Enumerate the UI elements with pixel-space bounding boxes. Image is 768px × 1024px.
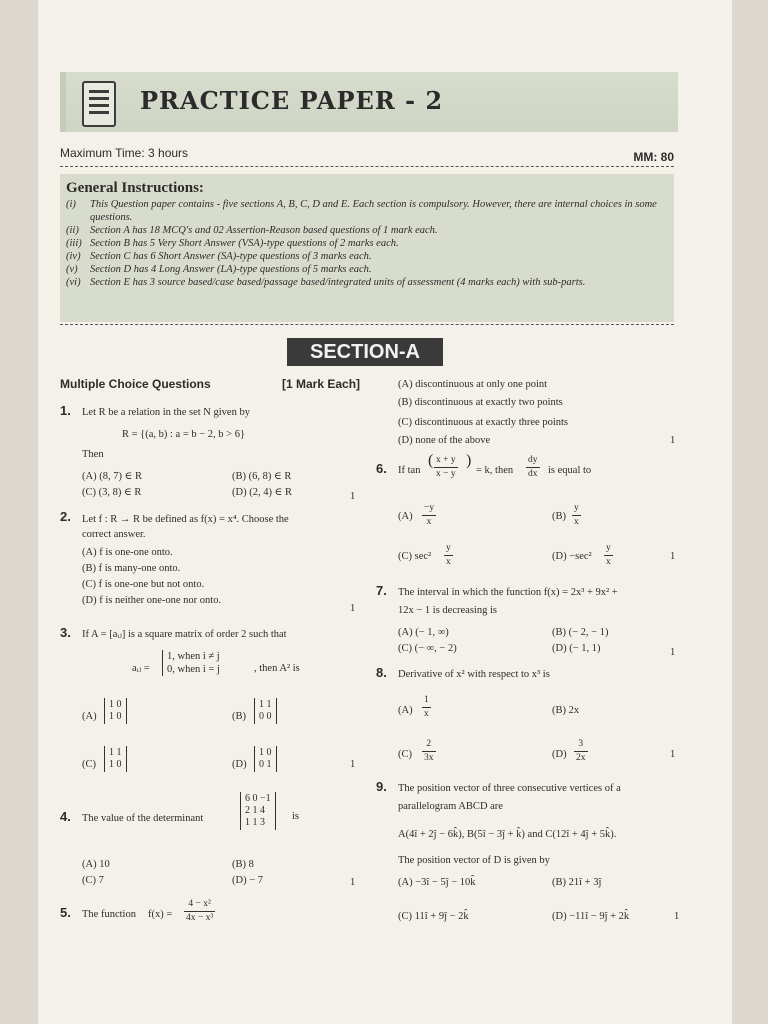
document-icon	[82, 81, 116, 127]
question-number: 6.	[376, 461, 387, 476]
option: (D) − 7	[232, 875, 263, 886]
matrix: 1 0 1 0	[104, 698, 127, 724]
question-text: R = {(a, b) : a = b − 2, b > 6}	[122, 429, 246, 440]
question-text: A(4î + 2ĵ − 6k̂), B(5î − 3ĵ + k̂) and C(12î + 4ĵ + 5k̂).	[398, 829, 617, 840]
question-text: If A = [aᵢⱼ] is a square matrix of order 2 such that	[82, 629, 287, 640]
option: (B) (6, 8) ∈ R	[232, 471, 292, 482]
paren: (	[428, 452, 434, 469]
right-column	[376, 376, 682, 936]
option: (C)	[398, 749, 412, 760]
option: (B) 2x	[552, 705, 580, 716]
option: (D) −11î − 9ĵ + 2k̂	[552, 911, 630, 922]
instruction-item: (v) Section D has 4 Long Answer (LA)-type questions of 5 marks each.	[66, 264, 372, 275]
option: (D) f is neither one-one nor onto.	[82, 595, 222, 606]
mark: 1	[674, 911, 680, 922]
mark: 1	[350, 759, 356, 770]
question-number: 3.	[60, 625, 71, 640]
instruction-item: (iii) Section B has 5 Very Short Answer (VSA)-type questions of 2 marks each.	[66, 238, 399, 249]
option: (A)	[398, 511, 413, 522]
question-number: 8.	[376, 665, 387, 680]
piecewise: 1, when i ≠ j 0, when i = j	[162, 650, 220, 676]
fraction: $\frac{\text{4 − x²}}{\text{4x − x³}}$	[186, 899, 214, 923]
paper-title: PRACTICE PAPER - 2	[140, 86, 444, 115]
question-text: Let f : R → R be defined as f(x) = x⁴. Choose the	[82, 514, 289, 525]
option: (D)	[552, 749, 567, 760]
math-aij: aᵢⱼ =	[132, 663, 150, 674]
question-text: Then	[82, 449, 104, 460]
option: (A) −3î − 5ĵ − 10k̂	[398, 877, 476, 888]
fraction: $\frac{x + y}{x - y}$	[436, 455, 456, 479]
mark: 1	[670, 435, 676, 446]
mark: 1	[670, 749, 676, 760]
paren: )	[466, 452, 472, 469]
question-number: 1.	[60, 403, 71, 418]
mark: 1	[350, 603, 356, 614]
option: (C) (− ∞, − 2)	[398, 643, 457, 654]
option: (C) sec²	[398, 551, 432, 562]
option: (D)	[232, 759, 247, 770]
option: (B) f is many-one onto.	[82, 563, 181, 574]
option: (D) (2, 4) ∈ R	[232, 487, 292, 498]
mcq-heading: Multiple Choice Questions	[60, 377, 211, 391]
option: (C)	[82, 759, 96, 770]
title-banner	[60, 72, 678, 132]
fraction: $\frac{y}{x}$	[446, 543, 451, 567]
question-text: The position vector of D is given by	[398, 855, 550, 866]
math-fx: f(x) =	[148, 909, 173, 920]
divider	[60, 324, 674, 325]
question-text: parallelogram ABCD are	[398, 801, 503, 812]
question-number: 7.	[376, 583, 387, 598]
question-text: The position vector of three consecutive vertices of a	[398, 783, 621, 794]
max-marks: MM: 80	[633, 150, 674, 164]
question-text: 12x − 1 is decreasing is	[398, 605, 497, 616]
instruction-item: (vi) Section E has 3 source based/case based/passage based/integrated units of assessment (4 marks each) with sub-parts.	[66, 277, 586, 288]
fraction: $\frac{-y}{x}$	[424, 503, 435, 527]
fraction: $\frac{1}{x}$	[424, 695, 429, 719]
general-instructions	[60, 174, 674, 322]
question-number: 2.	[60, 509, 71, 524]
matrix: 1 1 1 0	[104, 746, 127, 772]
option: (A)	[398, 705, 413, 716]
question-text: Let R be a relation in the set N given by	[82, 407, 250, 418]
option: (A)	[82, 711, 97, 722]
fraction: $\frac{dy}{dx}$	[528, 455, 538, 479]
mark: 1	[670, 551, 676, 562]
question-text: If tan	[398, 465, 421, 476]
question-text: The value of the determinant	[82, 813, 204, 824]
question-text: The interval in which the function f(x) = 2x³ + 9x² +	[398, 587, 618, 598]
question-text: is	[292, 811, 300, 822]
question-text: The function	[82, 909, 136, 920]
fraction: $\frac{2}{3x}$	[424, 739, 434, 763]
matrix: 1 1 0 0	[254, 698, 277, 724]
option: (B)	[232, 711, 246, 722]
instruction-item: (iv) Section C has 6 Short Answer (SA)-type questions of 3 marks each.	[66, 251, 372, 262]
instructions-title: General Instructions:	[66, 180, 204, 196]
question-number: 4.	[60, 809, 71, 824]
matrix: 1 0 0 1	[254, 746, 277, 772]
option: (B)	[552, 511, 566, 522]
fraction: $\frac{y}{x}$	[574, 503, 579, 527]
left-column	[60, 376, 370, 936]
mark: 1	[350, 491, 356, 502]
option: (C) 7	[82, 875, 104, 886]
option: (C) (3, 8) ∈ R	[82, 487, 142, 498]
mark: 1	[670, 647, 676, 658]
question-text: is equal to	[548, 465, 592, 476]
option: (D) none of the above	[398, 435, 491, 446]
option: (A) (− 1, ∞)	[398, 627, 449, 638]
mark: 1	[350, 877, 356, 888]
option: (B) 21î + 3ĵ	[552, 877, 602, 888]
instruction-item: (ii) Section A has 18 MCQ's and 02 Assertion-Reason based questions of 1 mark each.	[66, 225, 438, 236]
instruction-item: (i) This Question paper contains - five sections A, B, C, D and E. Each section is compulsory. However, there are internal choices in some questions.	[66, 199, 657, 223]
option: (A) (8, 7) ∈ R	[82, 471, 142, 482]
option: (C) discontinuous at exactly three points	[398, 417, 569, 428]
option: (A) 10	[82, 859, 110, 870]
option: (D) −sec²	[552, 551, 592, 562]
question-number: 9.	[376, 779, 387, 794]
marks-each: [1 Mark Each]	[282, 377, 361, 391]
max-time: Maximum Time: 3 hours	[60, 146, 189, 160]
determinant: 6 0 −1 2 1 4 1 1 3	[240, 792, 276, 830]
section-title: SECTION-A	[287, 338, 443, 366]
question-number: 5.	[60, 905, 71, 920]
question-text: Derivative of x² with respect to x³ is	[398, 669, 550, 680]
divider	[60, 166, 674, 167]
fraction: $\frac{3}{2x}$	[576, 739, 586, 763]
option: (A) discontinuous at only one point	[398, 379, 548, 390]
option: (B) 8	[232, 859, 254, 870]
question-text: correct answer.	[82, 529, 146, 540]
option: (C) 11î + 9ĵ − 2k̂	[398, 911, 469, 922]
option: (C) f is one-one but not onto.	[82, 579, 205, 590]
option: (A) f is one-one onto.	[82, 547, 173, 558]
option: (B) discontinuous at exactly two points	[398, 397, 563, 408]
question-text: , then A² is	[254, 663, 300, 674]
question-text: = k, then	[476, 465, 514, 476]
fraction: $\frac{y}{x}$	[606, 543, 611, 567]
option: (B) (− 2, − 1)	[552, 627, 609, 638]
instructions-list	[60, 198, 674, 289]
option: (D) (− 1, 1)	[552, 643, 601, 654]
